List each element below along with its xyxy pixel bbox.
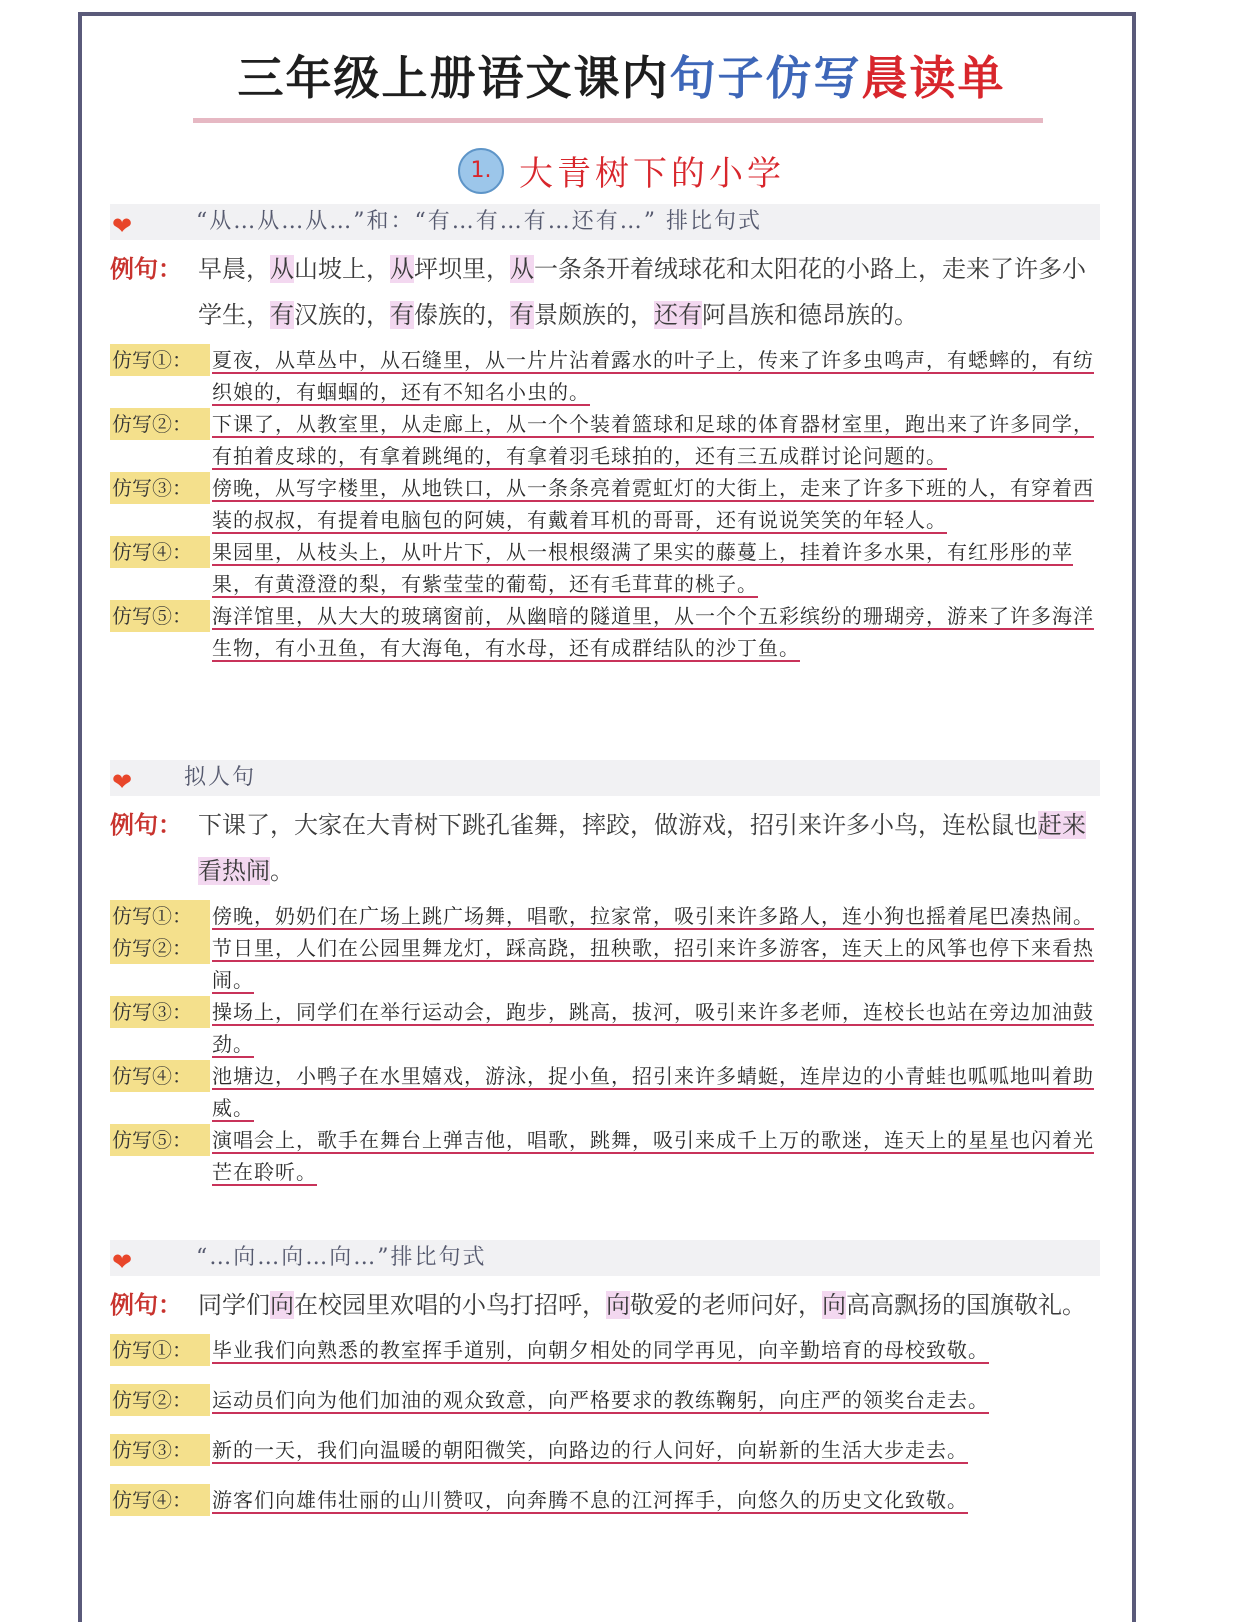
imitation-list	[110, 344, 1100, 664]
keyword-highlight: 从	[390, 255, 414, 283]
example-sentence	[110, 246, 1100, 338]
keyword-highlight: 向	[270, 1291, 294, 1319]
title-part-1: 三年级上册语文课内	[237, 51, 670, 105]
page-title	[0, 42, 1243, 108]
section-parallelism-xiang	[110, 1240, 1100, 1516]
imitation-text: 节日里，人们在公园里舞龙灯，踩高跷，扭秧歌，招引来许多游客，连天上的风筝也停下来看热闹。	[212, 936, 1094, 992]
lesson-title: 大青树下的小学	[519, 154, 786, 194]
keyword-highlight: 有	[510, 301, 534, 329]
imitation-tag: 仿写⑤：	[110, 1124, 210, 1156]
keyword-highlight: 有	[390, 301, 414, 329]
section-parallelism-cong-you	[110, 204, 1100, 664]
section-header	[110, 204, 1100, 240]
section-label: “从…从…从…”和：“有…有…有…还有…” 排比句式	[196, 209, 762, 234]
imitation-text: 果园里，从枝头上，从叶片下，从一根根缀满了果实的藤蔓上，挂着许多水果，有红彤彤的苹果，有黄澄澄的梨，有紫莹莹的葡萄，还有毛茸茸的桃子。	[212, 540, 1073, 596]
section-label: 拟人句	[184, 765, 257, 790]
example-text: 同学们向在校园里欢唱的小鸟打招呼，向敬爱的老师问好，向高高飘扬的国旗敬礼。	[198, 1291, 1086, 1319]
imitation-text: 运动员们向为他们加油的观众致意，向严格要求的教练鞠躬，向庄严的领奖台走去。	[212, 1388, 989, 1412]
title-part-2: 句子仿写	[669, 51, 862, 105]
imitation-item	[110, 600, 1100, 664]
imitation-item	[110, 932, 1100, 996]
imitation-item	[110, 1060, 1100, 1124]
example-text: 下课了，大家在大青树下跳孔雀舞，摔跤，做游戏，招引来许多小鸟，连松鼠也赶来看热闹。	[198, 811, 1086, 885]
example-tag: 例句：	[110, 810, 182, 839]
imitation-item	[110, 1124, 1100, 1188]
section-label: “…向…向…向…”排比句式	[196, 1245, 487, 1270]
imitation-text: 傍晚，奶奶们在广场上跳广场舞，唱歌，拉家常，吸引来许多路人，连小狗也摇着尾巴凑热闹。	[212, 904, 1094, 928]
example-text: 早晨，从山坡上，从坪坝里，从一条条开着绒球花和太阳花的小路上，走来了许多小学生，有汉族的，有傣族的，有景颇族的，还有阿昌族和德昂族的。	[198, 255, 1086, 329]
keyword-highlight: 有	[270, 301, 294, 329]
imitation-text: 演唱会上，歌手在舞台上弹吉他，唱歌，跳舞，吸引来成千上万的歌迷，连天上的星星也闪着光芒在聆听。	[212, 1128, 1094, 1184]
imitation-text: 海洋馆里，从大大的玻璃窗前，从幽暗的隧道里，从一个个五彩缤纷的珊瑚旁，游来了许多海洋生物，有小丑鱼，有大海龟，有水母，还有成群结队的沙丁鱼。	[212, 604, 1094, 660]
imitation-text: 游客们向雄伟壮丽的山川赞叹，向奔腾不息的江河挥手，向悠久的历史文化致敬。	[212, 1488, 968, 1512]
lesson-number-badge: 1.	[458, 148, 504, 194]
heart-icon: ❤	[112, 1248, 133, 1276]
title-divider	[193, 118, 1043, 123]
imitation-tag: 仿写①：	[110, 900, 210, 932]
section-personification	[110, 760, 1100, 1188]
keyword-highlight: 从	[270, 255, 294, 283]
imitation-item	[110, 1434, 1100, 1466]
section-header	[110, 760, 1100, 796]
example-tag: 例句：	[110, 1290, 182, 1319]
imitation-text: 池塘边，小鸭子在水里嬉戏，游泳，捉小鱼，招引来许多蜻蜓，连岸边的小青蛙也呱呱地叫着助威。	[212, 1064, 1094, 1120]
keyword-highlight: 向	[822, 1291, 846, 1319]
imitation-tag: 仿写①：	[110, 344, 210, 376]
imitation-item	[110, 536, 1100, 600]
imitation-text: 操场上，同学们在举行运动会，跑步，跳高，拔河，吸引来许多老师，连校长也站在旁边加油鼓劲。	[212, 1000, 1094, 1056]
imitation-tag: 仿写②：	[110, 408, 210, 440]
imitation-tag: 仿写②：	[110, 1384, 210, 1416]
imitation-text: 毕业我们向熟悉的教室挥手道别，向朝夕相处的同学再见，向辛勤培育的母校致敬。	[212, 1338, 989, 1362]
imitation-tag: 仿写⑤：	[110, 600, 210, 632]
imitation-item	[110, 900, 1100, 932]
imitation-tag: 仿写②：	[110, 932, 210, 964]
heart-icon: ❤	[112, 212, 133, 240]
example-tag: 例句：	[110, 254, 182, 283]
keyword-highlight: 还有	[654, 301, 702, 329]
imitation-list	[110, 900, 1100, 1188]
imitation-text: 新的一天，我们向温暖的朝阳微笑，向路边的行人问好，向崭新的生活大步走去。	[212, 1438, 968, 1462]
imitation-tag: 仿写④：	[110, 536, 210, 568]
keyword-highlight: 从	[510, 255, 534, 283]
imitation-item	[110, 408, 1100, 472]
imitation-item	[110, 1384, 1100, 1416]
title-part-3: 晨读单	[861, 51, 1006, 105]
imitation-item	[110, 1334, 1100, 1366]
imitation-item	[110, 472, 1100, 536]
example-sentence	[110, 802, 1100, 894]
imitation-tag: 仿写③：	[110, 996, 210, 1028]
heart-icon: ❤	[112, 768, 133, 796]
section-header	[110, 1240, 1100, 1276]
imitation-tag: 仿写④：	[110, 1060, 210, 1092]
keyword-highlight: 向	[606, 1291, 630, 1319]
imitation-text: 下课了，从教室里，从走廊上，从一个个装着篮球和足球的体育器材室里，跑出来了许多同学，有拍着皮球的，有拿着跳绳的，有拿着羽毛球拍的，还有三五成群讨论问题的。	[212, 412, 1094, 468]
imitation-tag: 仿写③：	[110, 1434, 210, 1466]
lesson-heading	[0, 146, 1243, 195]
imitation-tag: 仿写④：	[110, 1484, 210, 1516]
imitation-item	[110, 1484, 1100, 1516]
imitation-item	[110, 344, 1100, 408]
imitation-tag: 仿写③：	[110, 472, 210, 504]
imitation-text: 夏夜，从草丛中，从石缝里，从一片片沾着露水的叶子上，传来了许多虫鸣声，有蟋蟀的，有纺织娘的，有蝈蝈的，还有不知名小虫的。	[212, 348, 1094, 404]
imitation-item	[110, 996, 1100, 1060]
example-sentence	[110, 1282, 1100, 1328]
imitation-list	[110, 1334, 1100, 1516]
keyword-highlight: 赶来看热闹	[198, 811, 1086, 885]
imitation-tag: 仿写①：	[110, 1334, 210, 1366]
imitation-text: 傍晚，从写字楼里，从地铁口，从一条条亮着霓虹灯的大街上，走来了许多下班的人，有穿着西装的叔叔，有提着电脑包的阿姨，有戴着耳机的哥哥，还有说说笑笑的年轻人。	[212, 476, 1094, 532]
